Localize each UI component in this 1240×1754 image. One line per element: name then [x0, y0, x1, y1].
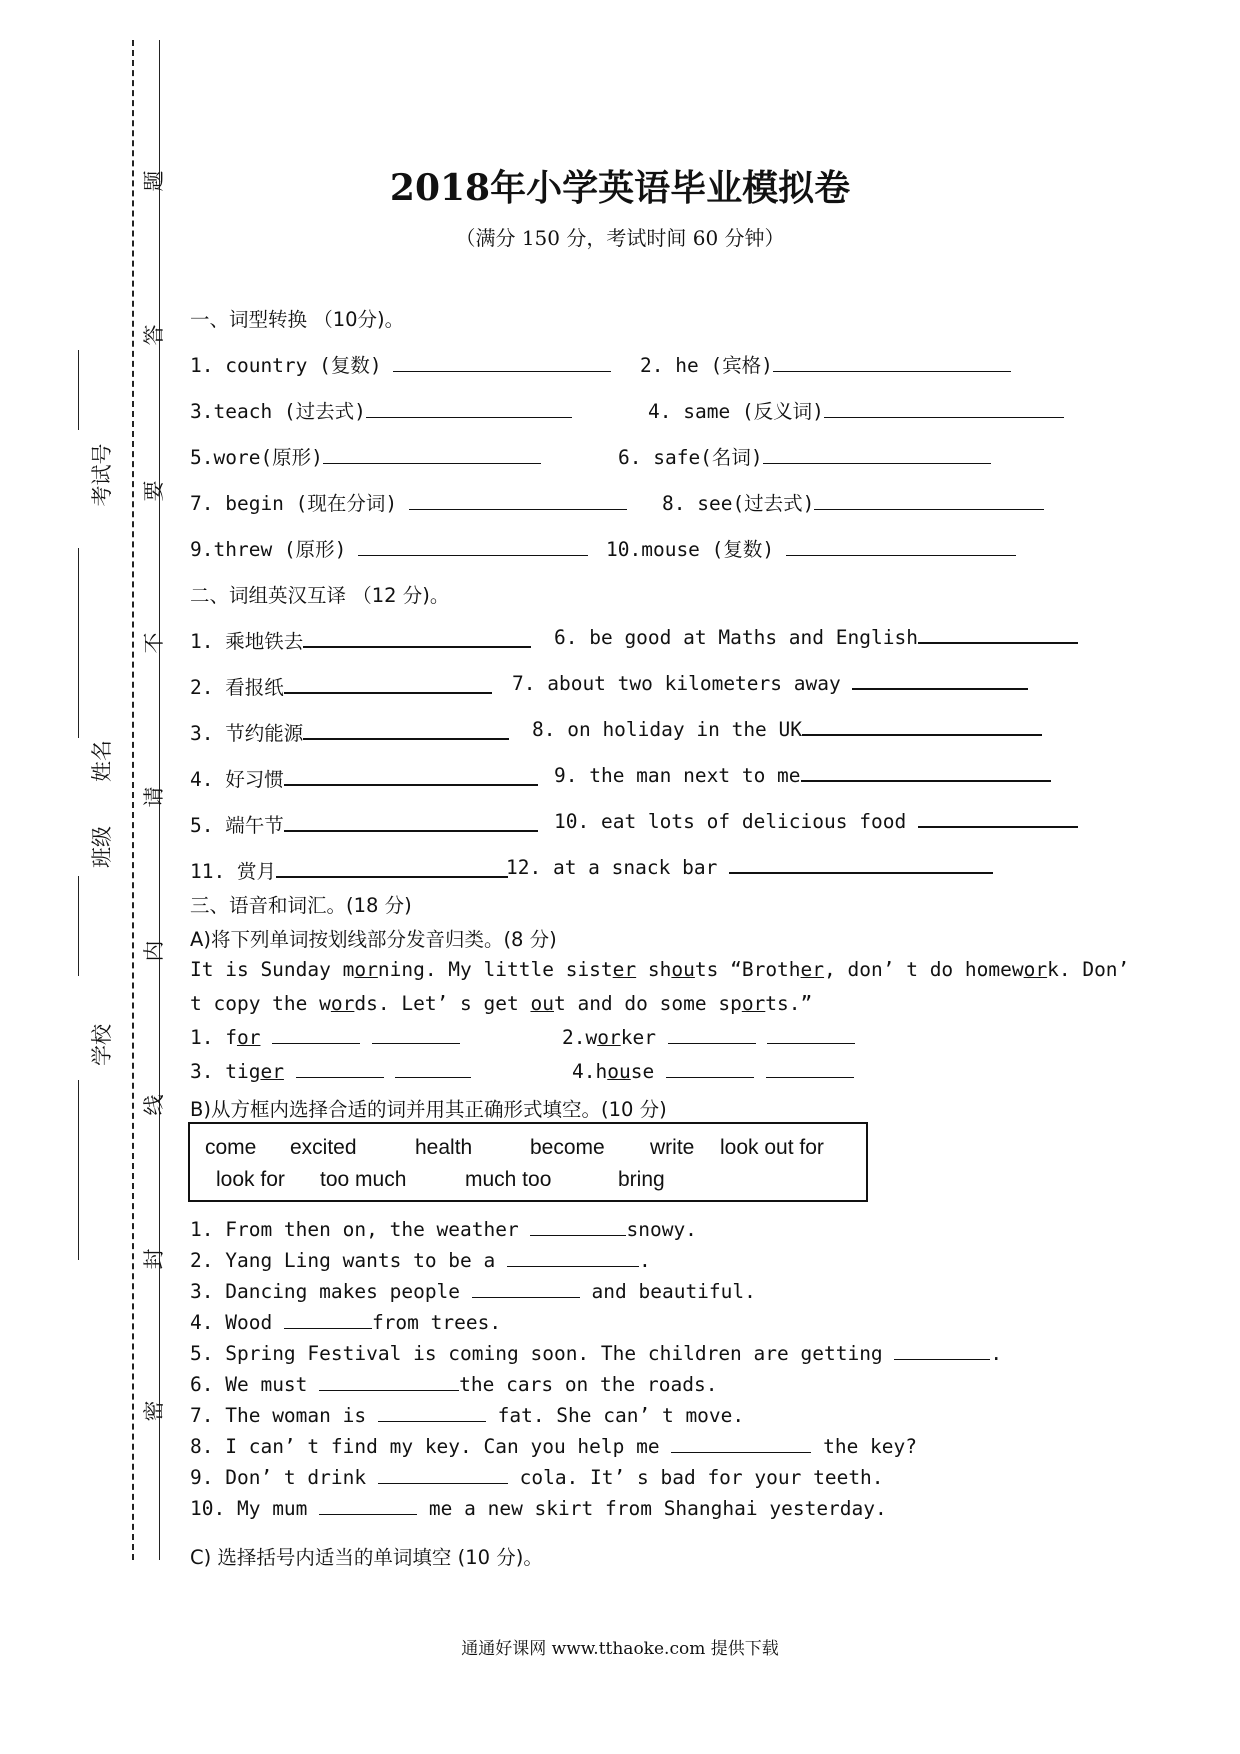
- passage-text: sh: [636, 958, 672, 981]
- section2-heading: 二、词组英汉互译 （12 分)。: [190, 584, 450, 607]
- answer-blank[interactable]: [284, 829, 538, 832]
- sentence-text: .: [990, 1342, 1003, 1365]
- s1-item-right: [606, 534, 1016, 562]
- answer-blank[interactable]: [276, 875, 508, 878]
- sentence-number: 7.: [190, 1404, 214, 1427]
- passage-text: k. Don’: [1047, 958, 1130, 981]
- seal-char: 请: [142, 786, 166, 808]
- answer-blank[interactable]: [671, 1451, 811, 1453]
- answer-blank[interactable]: [801, 779, 1051, 782]
- s2-item-right: [554, 810, 1078, 833]
- sound-category: [190, 1060, 471, 1083]
- passage-text: t copy the w: [190, 992, 331, 1015]
- exam-no-label: 考试号: [90, 443, 114, 507]
- s2-item-left: [190, 672, 492, 700]
- name-label: 姓名: [90, 740, 114, 782]
- s2-prompt: 9. the man next to me: [554, 764, 801, 787]
- word-bank-item: look out for: [720, 1136, 824, 1159]
- s2-item-right: [506, 856, 993, 879]
- word-bank-item: bring: [618, 1168, 665, 1191]
- s2-item-left: [190, 810, 538, 838]
- sentence-text: the key?: [811, 1435, 918, 1458]
- s1-prompt: 8. see(过去式): [662, 492, 815, 515]
- answer-blank[interactable]: [668, 1042, 756, 1044]
- answer-blank[interactable]: [894, 1358, 990, 1360]
- word-bank-item: look for: [216, 1168, 285, 1191]
- sentence-text: fat. She can’ t move.: [485, 1404, 745, 1427]
- s2-prompt: 6. be good at Maths and English: [554, 626, 918, 649]
- s1-item-left: [190, 442, 541, 470]
- s2-item-left: [190, 626, 531, 654]
- answer-blank[interactable]: [393, 370, 611, 372]
- word-bank-item: excited: [290, 1136, 357, 1159]
- s2-prompt: 5. 端午节: [190, 814, 284, 837]
- sentence-text: Wood: [225, 1311, 284, 1334]
- seal-char: 题: [142, 170, 166, 192]
- answer-blank[interactable]: [319, 1513, 417, 1515]
- word-bank-item: come: [205, 1136, 257, 1159]
- s1-item-right: [618, 442, 991, 470]
- passage-text: ts.”: [765, 992, 813, 1015]
- underlined-sound: er: [260, 1060, 284, 1083]
- s2-prompt: 3. 节约能源: [190, 722, 304, 745]
- s1-prompt: 9.threw (原形): [190, 538, 347, 561]
- fill-sentence: [190, 1497, 887, 1520]
- fill-sentence: [190, 1249, 651, 1272]
- passage-text: ds. Let’ s get: [354, 992, 531, 1015]
- answer-blank[interactable]: [766, 1076, 854, 1078]
- fill-sentence: [190, 1218, 697, 1241]
- answer-blank[interactable]: [824, 416, 1064, 418]
- s2-item-left: [190, 856, 508, 884]
- sentence-number: 2.: [190, 1249, 214, 1272]
- part-a-heading: A)将下列单词按划线部分发音归类。(8 分): [190, 928, 557, 951]
- sentence-text: snowy.: [626, 1218, 697, 1241]
- underlined-sound: or: [236, 1026, 261, 1049]
- answer-blank[interactable]: [378, 1482, 508, 1484]
- word-bank-item: much too: [465, 1168, 552, 1191]
- sentence-text: Spring Festival is coming soon. The children are getting: [225, 1342, 895, 1365]
- answer-blank[interactable]: [296, 1076, 384, 1078]
- s2-prompt: 8. on holiday in the UK: [532, 718, 803, 741]
- underlined-sound: or: [597, 1026, 621, 1049]
- s1-prompt: 3.teach (过去式): [190, 400, 366, 423]
- s2-prompt: 11. 赏月: [190, 860, 276, 883]
- s2-prompt: 2. 看报纸: [190, 676, 284, 699]
- sentence-number: 8.: [190, 1435, 214, 1458]
- underlined-sound: ou: [671, 958, 695, 981]
- answer-blank[interactable]: [272, 1042, 360, 1044]
- answer-blank[interactable]: [786, 554, 1016, 556]
- word-bank-item: health: [415, 1136, 473, 1159]
- s2-item-right: [554, 764, 1051, 787]
- passage-text: ning. My little sist: [377, 958, 613, 981]
- underlined-sound: ou: [530, 992, 554, 1015]
- s1-item-left: [190, 396, 572, 424]
- answer-blank[interactable]: [802, 733, 1042, 736]
- answer-blank[interactable]: [366, 416, 572, 418]
- underlined-sound: or: [354, 958, 378, 981]
- sentence-text: Don’ t drink: [225, 1466, 378, 1489]
- word-bank-item: too much: [320, 1168, 407, 1191]
- underlined-sound: or: [330, 992, 355, 1015]
- answer-blank[interactable]: [284, 691, 492, 694]
- sentence-number: 10.: [190, 1497, 226, 1520]
- part-b-heading: B)从方框内选择合适的词并用其正确形式填空。(10 分): [190, 1098, 667, 1121]
- exam-no-line: [78, 350, 79, 430]
- s2-item-right: [532, 718, 1042, 741]
- name-line: [78, 548, 79, 738]
- seal-char: 要: [142, 480, 166, 502]
- word-bank-item: write: [650, 1136, 695, 1159]
- fill-sentence: [190, 1435, 917, 1458]
- sound-category: [190, 1026, 460, 1049]
- seal-char: 答: [142, 324, 166, 346]
- sentence-text: I can’ t find my key. Can you help me: [225, 1435, 672, 1458]
- fill-sentence: [190, 1342, 1002, 1365]
- s1-prompt: 6. safe(名词): [618, 446, 763, 469]
- part-c-heading: C) 选择括号内适当的单词填空 (10 分)。: [190, 1546, 543, 1569]
- underlined-sound: er: [800, 958, 825, 981]
- category-text: se: [630, 1060, 655, 1083]
- answer-blank[interactable]: [763, 462, 991, 464]
- sentence-text: Yang Ling wants to be a: [225, 1249, 507, 1272]
- sentence-number: 5.: [190, 1342, 214, 1365]
- s2-item-right: [554, 626, 1078, 649]
- answer-blank[interactable]: [395, 1076, 471, 1078]
- answer-blank[interactable]: [409, 508, 627, 510]
- sentence-text: from trees.: [371, 1311, 502, 1334]
- sound-category: [572, 1060, 854, 1083]
- answer-blank[interactable]: [530, 1234, 626, 1236]
- fill-sentence: [190, 1373, 717, 1396]
- answer-blank[interactable]: [729, 871, 993, 874]
- sentence-text: The woman is: [225, 1404, 378, 1427]
- sound-category: [562, 1026, 855, 1049]
- answer-blank[interactable]: [372, 1042, 460, 1044]
- underlined-sound: ou: [607, 1060, 631, 1083]
- binding-dashed-line: [132, 40, 134, 1560]
- s2-item-right: [512, 672, 1028, 695]
- s2-prompt: 7. about two kilometers away: [512, 672, 841, 695]
- page-footer: 通通好课网 www.tthaoke.com 提供下载: [461, 1639, 779, 1659]
- s1-prompt: 5.wore(原形): [190, 446, 323, 469]
- sentence-text: cola. It’ s bad for your teeth.: [507, 1466, 884, 1489]
- sentence-text: me a new skirt from Shanghai yesterday.: [417, 1497, 887, 1520]
- word-bank-item: become: [530, 1136, 605, 1159]
- underlined-sound: or: [1023, 958, 1048, 981]
- passage-text: t and do some sp: [553, 992, 742, 1015]
- school-line: [78, 1080, 79, 1260]
- s1-item-right: [640, 350, 1011, 378]
- class-line: [78, 876, 79, 976]
- answer-blank[interactable]: [323, 462, 541, 464]
- seal-char: 线: [142, 1094, 166, 1116]
- answer-blank[interactable]: [358, 554, 588, 556]
- answer-blank[interactable]: [666, 1076, 754, 1078]
- sentence-number: 9.: [190, 1466, 214, 1489]
- fill-sentence: [190, 1404, 744, 1427]
- section1-heading: 一、词型转换 （10分)。: [190, 308, 405, 331]
- answer-blank[interactable]: [507, 1265, 639, 1267]
- school-label: 学校: [90, 1024, 114, 1066]
- page-subtitle: （满分 150 分，考试时间 60 分钟）: [455, 226, 785, 250]
- s1-item-left: [190, 488, 627, 516]
- answer-blank[interactable]: [472, 1296, 580, 1298]
- sentence-text: My mum: [225, 1497, 320, 1520]
- sentence-text: and beautiful.: [579, 1280, 756, 1303]
- underlined-sound: er: [612, 958, 637, 981]
- answer-blank[interactable]: [319, 1389, 459, 1391]
- category-text: ker: [620, 1026, 656, 1049]
- seal-char: 密: [142, 1400, 166, 1422]
- answer-blank[interactable]: [303, 737, 509, 740]
- page-title: 2018年小学英语毕业模拟卷: [389, 167, 851, 209]
- answer-blank[interactable]: [773, 370, 1011, 372]
- s1-item-right: [648, 396, 1064, 424]
- s1-item-left: [190, 534, 588, 562]
- s1-prompt: 10.mouse (复数): [606, 538, 775, 561]
- passage-text: ts “Broth: [694, 958, 801, 981]
- s1-item-left: [190, 350, 611, 378]
- answer-blank[interactable]: [303, 645, 531, 648]
- category-text: 1. f: [190, 1026, 237, 1049]
- sentence-text: From then on, the weather: [225, 1218, 531, 1241]
- s2-prompt: 10. eat lots of delicious food: [554, 810, 907, 833]
- passage-text: , don’ t do homew: [824, 958, 1024, 981]
- s2-prompt: 12. at a snack bar: [506, 856, 718, 879]
- sentence-text: Dancing makes people: [225, 1280, 472, 1303]
- sentence-number: 6.: [190, 1373, 214, 1396]
- sentence-text: .: [639, 1249, 651, 1272]
- sentence-number: 4.: [190, 1311, 214, 1334]
- sentence-text: the cars on the roads.: [459, 1373, 718, 1396]
- passage-text: It is Sunday m: [190, 958, 355, 981]
- sentence-text: We must: [225, 1373, 320, 1396]
- answer-blank[interactable]: [284, 783, 538, 786]
- phonics-passage-line: [190, 958, 1129, 981]
- fill-sentence: [190, 1280, 756, 1303]
- section3-heading: 三、语音和词汇。(18 分): [190, 894, 412, 917]
- underlined-sound: or: [741, 992, 766, 1015]
- sentence-number: 1.: [190, 1218, 214, 1241]
- seal-char: 不: [142, 632, 166, 654]
- answer-blank[interactable]: [918, 825, 1078, 828]
- class-label: 班级: [90, 826, 114, 868]
- fill-sentence: [190, 1311, 501, 1334]
- answer-blank[interactable]: [918, 641, 1078, 644]
- s2-prompt: 4. 好习惯: [190, 768, 284, 791]
- s2-prompt: 1. 乘地铁去: [190, 630, 304, 653]
- phonics-passage-line: [190, 992, 812, 1015]
- answer-blank[interactable]: [767, 1042, 855, 1044]
- s1-prompt: 2. he (宾格): [640, 354, 773, 377]
- answer-blank[interactable]: [852, 687, 1028, 690]
- seal-char: 封: [142, 1248, 166, 1270]
- s1-prompt: 7. begin (现在分词): [190, 492, 398, 515]
- fill-sentence: [190, 1466, 884, 1489]
- sentence-number: 3.: [190, 1280, 214, 1303]
- category-text: 3. tig: [190, 1060, 261, 1083]
- s2-item-left: [190, 718, 509, 746]
- seal-char: 内: [142, 940, 166, 962]
- s1-prompt: 1. country (复数): [190, 354, 382, 377]
- answer-blank[interactable]: [814, 508, 1044, 510]
- answer-blank[interactable]: [378, 1420, 486, 1422]
- word-bank-box: [188, 1122, 868, 1202]
- answer-blank[interactable]: [284, 1327, 372, 1329]
- category-text: 4.h: [572, 1060, 608, 1083]
- category-text: 2.w: [562, 1026, 598, 1049]
- s1-item-right: [662, 488, 1044, 516]
- s1-prompt: 4. same (反义词): [648, 400, 824, 423]
- s2-item-left: [190, 764, 538, 792]
